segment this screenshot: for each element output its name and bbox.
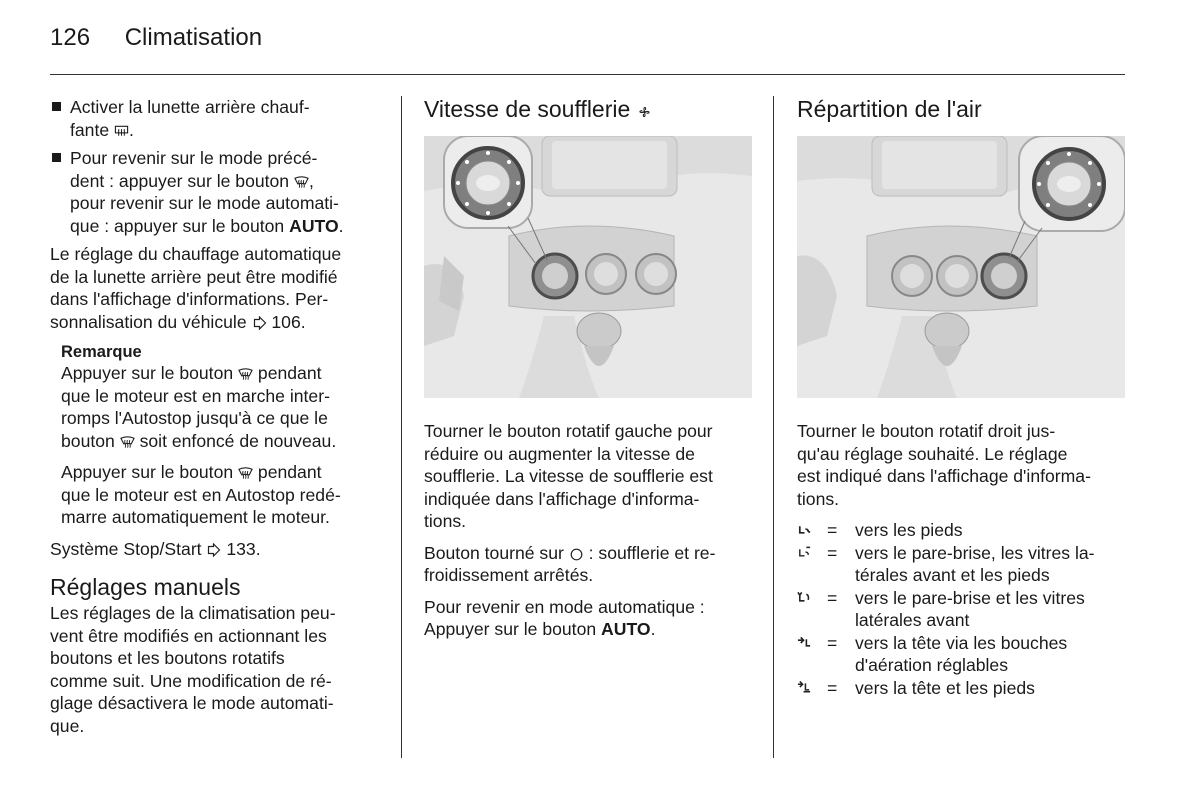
- paragraph: Pour revenir en mode automatique : Appuyer sur le bouton AUTO.: [424, 596, 705, 639]
- bullet-square-icon: [52, 102, 61, 111]
- off-circle-icon: [569, 547, 584, 561]
- paragraph: Système Stop/Start 133.: [50, 538, 261, 559]
- column-left: [50, 96, 382, 746]
- list-item: = vers le pare-brise, les vitres la- térales avant et les pieds: [797, 542, 1127, 587]
- bullet-item: Pour revenir sur le mode précé- dent : appuyer sur le bouton , pour revenir sur le mode automati- que : appuyer sur le bouton AUTO.: [50, 147, 382, 237]
- dashboard-figure-fan-knob: [424, 136, 752, 398]
- air-distribution-list: [797, 519, 1127, 699]
- bullet-item: Activer la lunette arrière chauf- fante .: [50, 96, 382, 141]
- section-heading: Vitesse de soufflerie: [424, 96, 754, 122]
- windscreen-defrost-icon: [238, 367, 253, 381]
- paragraph: Les réglages de la climatisation peu- vent être modifiés en actionnant les boutons et les boutons rotatifs comme suit. Une modification de ré- glage désactivera le mode automati- que.: [50, 603, 336, 736]
- list-item: = vers la tête et les pieds: [797, 677, 1127, 700]
- head-vents-airflow-icon: [797, 636, 812, 650]
- windscreen-defrost-icon: [120, 435, 135, 449]
- column-divider-1: [401, 96, 402, 758]
- page-number: 126: [50, 24, 91, 51]
- page-reference-arrow-icon: [252, 316, 267, 330]
- page-header: [50, 24, 262, 52]
- paragraph: Le réglage du chauffage automatique de la lunette arrière peut être modifié dans l'affichage d'informations. Per- sonnalisation du véhicule 106.: [50, 244, 342, 332]
- windscreen-defrost-icon: [238, 466, 253, 480]
- page-reference-arrow-icon: [206, 543, 221, 557]
- dashboard-figure-distribution-knob: [797, 136, 1125, 398]
- list-item: = vers le pare-brise et les vitres latérales avant: [797, 587, 1127, 632]
- section-heading: Répartition de l'air: [797, 96, 982, 122]
- windscreen-side-feet-airflow-icon: [797, 546, 812, 560]
- head-feet-airflow-icon: [797, 681, 812, 695]
- column-middle: [424, 96, 754, 650]
- column-right: [797, 96, 1127, 699]
- paragraph: Tourner le bouton rotatif droit jus- qu'au réglage souhaité. Le réglage est indiqué dans l'affichage d'informa- tions.: [797, 421, 1091, 509]
- bullet-square-icon: [52, 153, 61, 162]
- section-heading: Réglages manuels: [50, 574, 241, 600]
- paragraph: Bouton tourné sur : soufflerie et re- froidissement arrêtés.: [424, 542, 716, 585]
- remark-title: Remarque: [61, 343, 142, 361]
- list-item: = vers les pieds: [797, 519, 1127, 542]
- header-rule: [50, 74, 1125, 75]
- windscreen-side-airflow-icon: [797, 591, 812, 605]
- list-item: = vers la tête via les bouches d'aération réglables: [797, 632, 1127, 677]
- fan-icon: [637, 105, 652, 119]
- windscreen-defrost-icon: [294, 175, 309, 189]
- column-divider-2: [773, 96, 774, 758]
- page-title: Climatisation: [124, 24, 263, 51]
- remark-box: Remarque Appuyer sur le bouton pendant que le moteur est en marche inter- romps l'Autostop jusqu'à ce que le bouton soit enfoncé de nouveau. Appuyer sur le bouton pendant que le moteur est en Autostop redé- marre automatiquement le moteur.: [61, 342, 382, 529]
- paragraph: Tourner le bouton rotatif gauche pour réduire ou augmenter la vitesse de soufflerie. La vitesse de soufflerie est indiquée dans l'affichage d'informa- tions.: [424, 421, 713, 531]
- rear-window-heating-icon: [114, 124, 129, 138]
- feet-airflow-icon: [797, 523, 812, 537]
